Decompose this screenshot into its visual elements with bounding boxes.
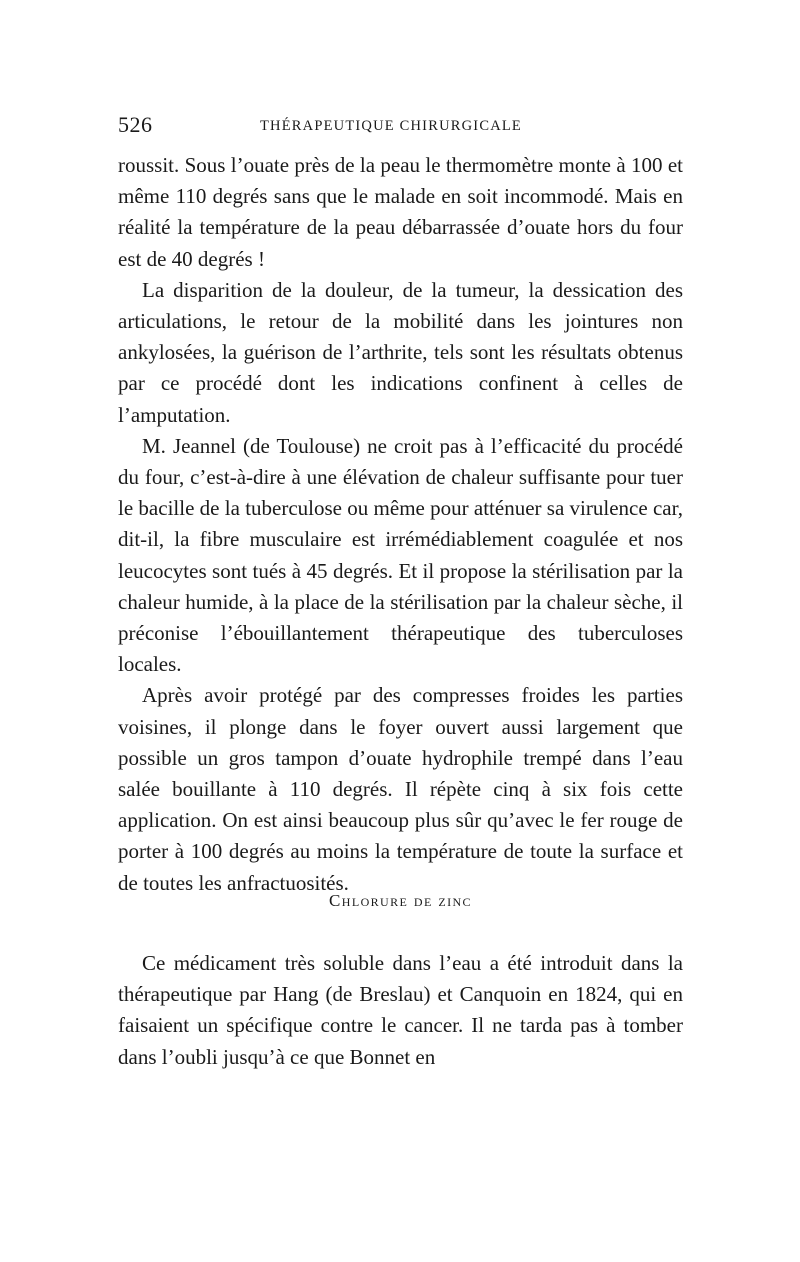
paragraph: Après avoir protégé par des compresses froides les parties voisines, il plonge dans le foyer ouvert aussi largement que possible un gros tampon d’ouate hydrophile trempé dans l’eau salée bouillante à 110 degrés. Il répète cinq à six fois cette application. On est ainsi beaucoup plus sûr qu’avec le fer rouge de porter à 100 degrés au moins la température de toute la surface et de toutes les anfractuosités. [118,683,683,895]
paragraph: M. Jeannel (de Toulouse) ne croit pas à l’efficacité du procédé du four, c’est-à-dire à une élévation de chaleur suffisante pour tuer le bacille de la tuberculose ou même pour atténuer sa virulence car, dit-il, la fibre musculaire est irrémédiablement coagulée et nos leucocytes sont tués à 45 degrés. Et il propose la stérilisation par la chaleur humide, à la place de la stérilisation par la chaleur sèche, il préconise l’ébouillantement thérapeutique des tuberculoses locales. [118,433,683,677]
section-body-text [118,948,683,1073]
body-text [118,150,683,899]
section-heading: Chlorure de zinc [329,891,472,910]
paragraph: La disparition de la douleur, de la tumeur, la dessication des articulations, le retour de la mobilité dans les jointures non ankylosées, la guérison de l’arthrite, tels sont les résultats obtenus par ce procédé dont les indications confinent à celles de l’amputation. [118,277,683,427]
running-header [118,112,683,142]
running-title: THÉRAPEUTIQUE CHIRURGICALE [260,118,522,134]
page-number: 526 [118,112,153,137]
paragraph: Ce médicament très soluble dans l’eau a été introduit dans la thérapeutique par Hang (de Breslau) et Canquoin en 1824, qui en faisaient un spécifique contre le cancer. Il ne tarda pas à tomber dans l’oubli jusqu’à ce que Bonnet en [118,951,683,1069]
paragraph-continued: roussit. Sous l’ouate près de la peau le thermomètre monte à 100 et même 110 degrés sans que le malade en soit incommodé. Mais en réalité la température de la peau débarrassée d’ouate hors du four est de 40 degrés ! [118,153,683,271]
